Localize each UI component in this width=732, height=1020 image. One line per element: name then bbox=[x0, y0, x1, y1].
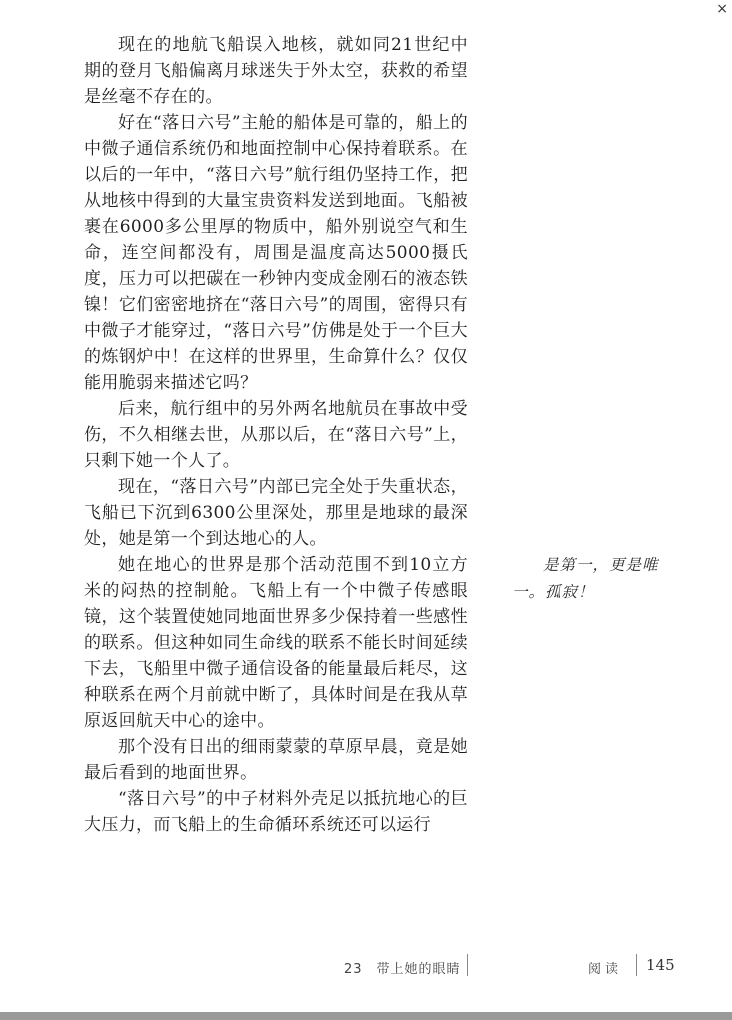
footer-lesson-title: 23 带上她的眼睛 bbox=[344, 962, 461, 977]
paragraph-3: 后来，航行组中的另外两名地航员在事故中受伤，不久相继去世，从那以后，在“落日六号”上，只剩下她一个人了。 bbox=[84, 399, 468, 471]
paragraph-2: 好在“落日六号”主舱的船体是可靠的，船上的中微子通信系统仍和地面控制中心保持着联系。在以后的一年中，“落日六号”航行组仍坚持工作，把从地核中得到的大量宝贵资料发送到地面。飞船被裹在6000多公里厚的物质中，船外别说空气和生命，连空间都没有，周围是温度高达5000摄氏度，压力可以把碳在一秒钟内变成金刚石的液态铁镍！它们密密地挤在“落日六号”的周围，密得只有中微子才能穿过，“落日六号”仿佛是处于一个巨大的炼钢炉中！在这样的世界里，生命算什么？仅仅能用脆弱来描述它吗？ bbox=[84, 113, 468, 393]
corner-mark: × bbox=[716, 1, 728, 17]
bottom-edge-bar bbox=[0, 1012, 732, 1020]
paragraph-7: “落日六号”的中子材料外壳足以抵抗地心的巨大压力，而飞船上的生命循环系统还可以运行 bbox=[84, 789, 468, 835]
footer-section-name: 阅读 bbox=[588, 962, 623, 977]
paragraph-1: 现在的地航飞船误入地核，就如同21世纪中期的登月飞船偏离月球迷失于外太空，获救的希望是丝毫不存在的。 bbox=[84, 35, 468, 107]
main-text bbox=[84, 32, 468, 838]
paragraph-5: 她在地心的世界是那个活动范围不到10立方米的闷热的控制舱。飞船上有一个中微子传感眼镜，这个装置使她同地面世界多少保持着一些感性的联系。但这种如同生命线的联系不能长时间延续下去，飞船里中微子通信设备的能量最后耗尽，这种联系在两个月前就中断了，具体时间是在我从草原返回航天中心的途中。 bbox=[84, 555, 468, 731]
paragraph-4: 现在，“落日六号”内部已完全处于失重状态，飞船已下沉到6300公里深处，那里是地球的最深处，她是第一个到达地心的人。 bbox=[84, 477, 468, 549]
footer-divider bbox=[636, 954, 637, 976]
footer-divider bbox=[467, 954, 468, 976]
margin-annotation: 是第一，更是唯一。孤寂！ bbox=[512, 556, 659, 601]
paragraph-6: 那个没有日出的细雨蒙蒙的草原早晨，竟是她最后看到的地面世界。 bbox=[84, 737, 468, 783]
page-number: 145 bbox=[646, 956, 675, 974]
page-footer bbox=[0, 954, 732, 978]
